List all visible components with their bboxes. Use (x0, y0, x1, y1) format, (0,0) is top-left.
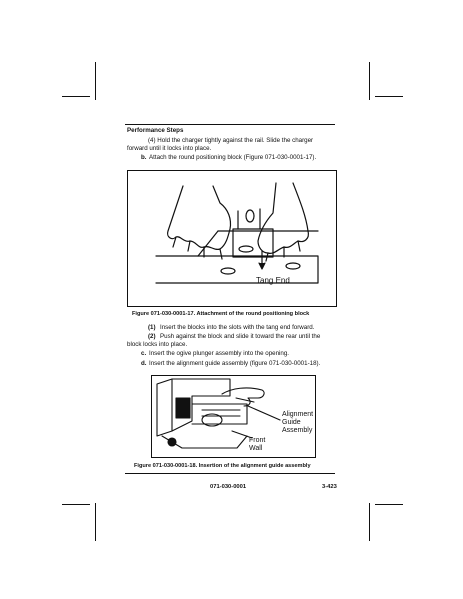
step-4-line-1: (4) Hold the charger tightly against the rail. Slide the charger (148, 137, 314, 144)
figure-18-caption: Figure 071-030-0001-18. Insertion of the alignment guide assembly (134, 463, 311, 469)
right-hand (258, 183, 308, 253)
header-divider (125, 124, 335, 125)
step-b-letter: b. (141, 154, 147, 161)
step-d-letter: d. (141, 360, 147, 367)
charger-housing (157, 379, 172, 436)
step-2-number: (2) (148, 333, 156, 340)
figure-17-illustration (128, 171, 336, 306)
step-d-text: Insert the alignment guide assembly (figure 071-030-0001-18). (149, 360, 321, 367)
hand (222, 388, 264, 406)
crop-mark-bottom-left-vertical (95, 503, 96, 541)
crop-mark-bottom-right-vertical (369, 503, 370, 541)
page-number: 3-423 (322, 484, 337, 490)
tang-end-label: Tang End (256, 276, 290, 285)
front-wall-label-line-1: Front (249, 437, 266, 444)
left-hand (168, 186, 231, 249)
task-number: 071-030-0001 (210, 484, 247, 490)
figure-18-frame (151, 375, 316, 458)
crop-mark-bottom-right-horizontal (375, 504, 403, 505)
crop-mark-top-left-vertical (95, 62, 96, 100)
crop-mark-bottom-left-horizontal (62, 504, 90, 505)
front-wall-label-line-2: Wall (249, 445, 263, 452)
alignment-label-line-3: Assembly (282, 427, 313, 434)
section-title: Performance Steps (127, 127, 184, 134)
step-1-text: Insert the blocks into the slots with the tang end forward. (160, 324, 315, 331)
alignment-label-line-1: Alignment (282, 411, 314, 418)
step-b-text: Attach the round positioning block (Figure 071-030-0001-17). (149, 154, 317, 161)
crop-mark-top-left-horizontal (62, 96, 90, 97)
step-c-letter: c. (141, 350, 147, 357)
step-2-line-2: block locks into place. (127, 341, 188, 348)
footer-divider (125, 473, 335, 474)
step-2-line-1: Push against the block and slide it toward the rear until the (160, 333, 321, 340)
crop-mark-top-right-horizontal (375, 96, 403, 97)
step-4-line-2: forward until it locks into place. (127, 145, 212, 152)
figure-18-illustration (152, 376, 315, 457)
figure-17-frame (127, 170, 337, 307)
crop-mark-top-right-vertical (369, 62, 370, 100)
figure-17-caption: Figure 071-030-0001-17. Attachment of the round positioning block (132, 311, 310, 317)
alignment-label-line-2: Guide (282, 419, 301, 426)
step-c-text: Insert the ogive plunger assembly into the opening. (149, 350, 289, 357)
step-1-number: (1) (148, 324, 156, 331)
